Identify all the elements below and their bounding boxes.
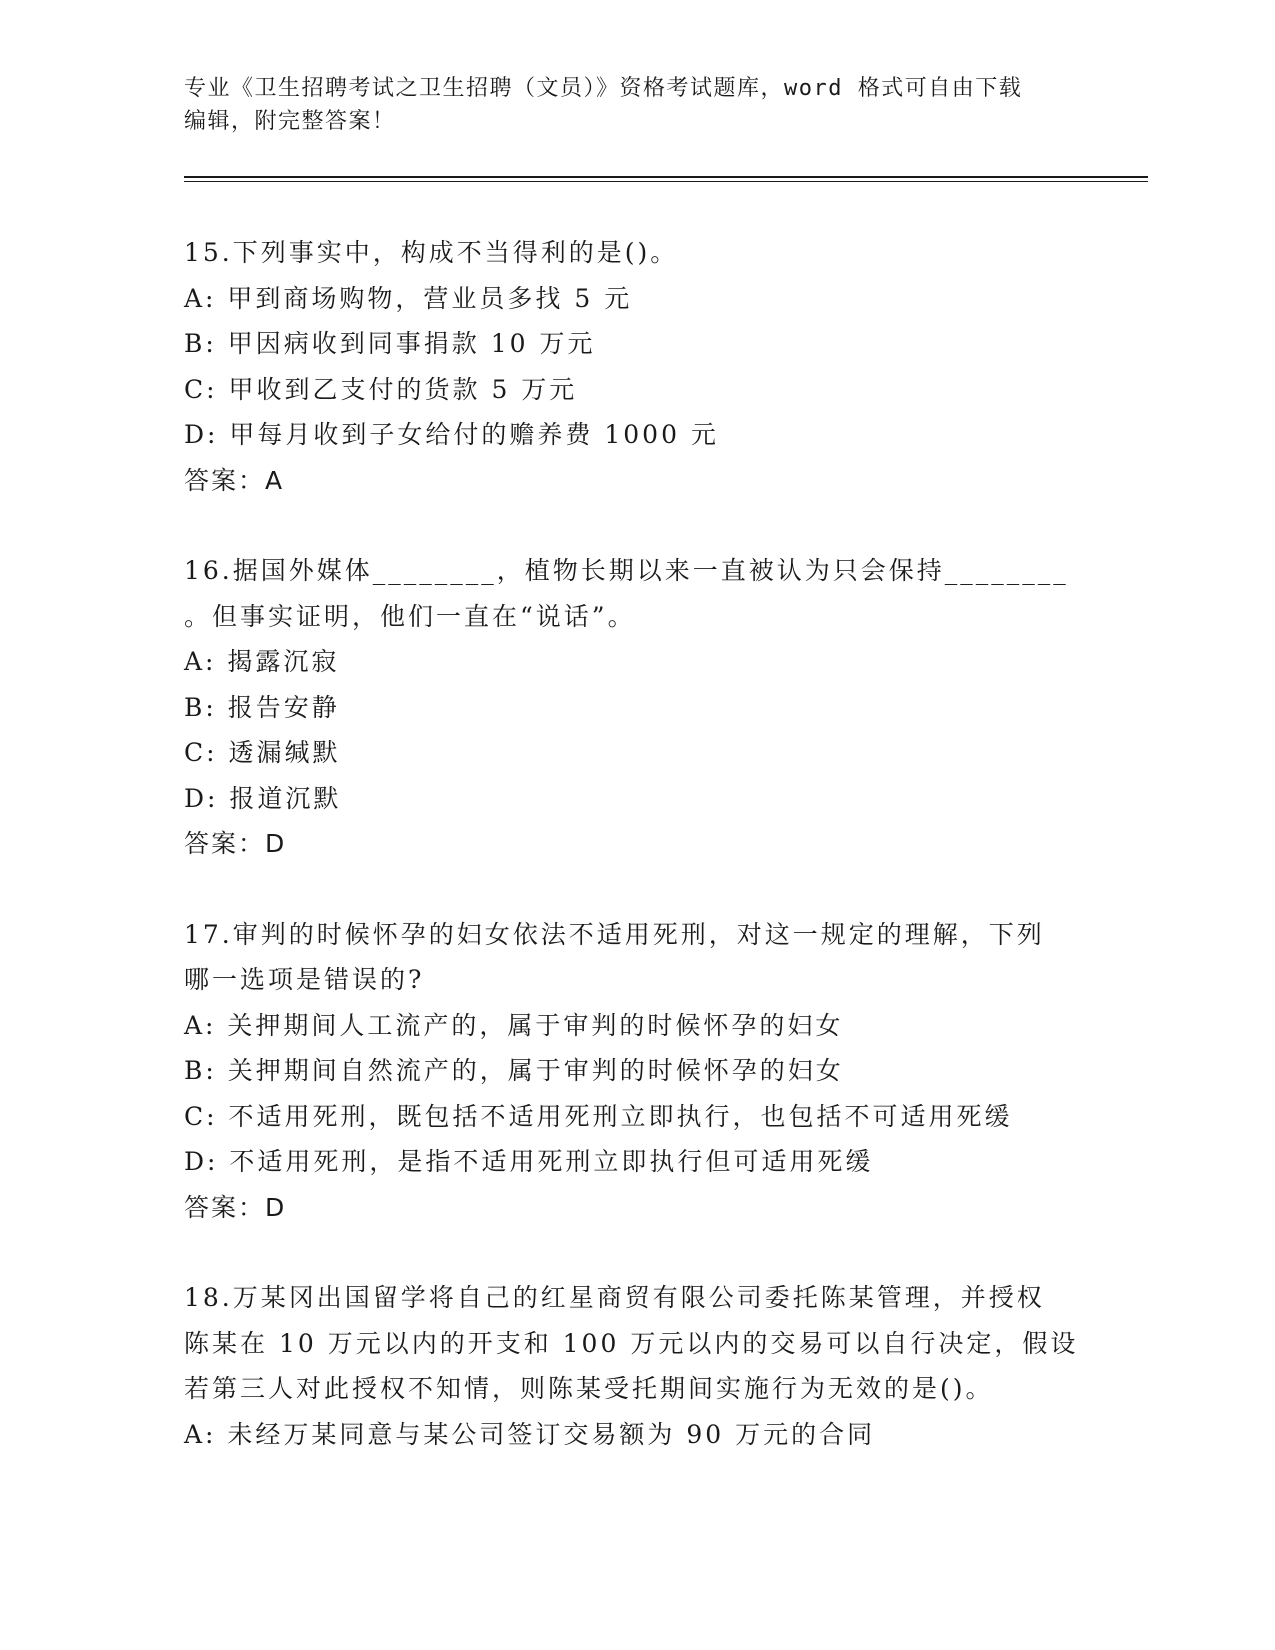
question-stem: 16.据国外媒体________，植物长期以来一直被认为只会保持________	[184, 556, 1069, 585]
question-list	[184, 230, 1084, 1502]
option-d: D: 甲每月收到子女给付的赡养费 1000 元	[184, 420, 719, 449]
question-15	[184, 230, 1084, 503]
option-c: C: 不适用死刑，既包括不适用死刑立即执行，也包括不可适用死缓	[184, 1101, 1013, 1131]
option-c: C: 透漏缄默	[184, 738, 341, 767]
header-line-2: 编辑，附完整答案！	[184, 109, 396, 134]
answer: 答案：D	[184, 829, 287, 858]
header-divider-thick	[184, 176, 1148, 178]
option-d: D: 报道沉默	[184, 783, 342, 813]
question-stem: 18.万某冈出国留学将自己的红星商贸有限公司委托陈某管理，并授权	[184, 1283, 1045, 1312]
option-d: D: 不适用死刑，是指不适用死刑立即执行但可适用死缓	[184, 1147, 874, 1176]
header-divider-thin	[184, 181, 1148, 182]
question-stem-continued: 若第三人对此授权不知情，则陈某受托期间实施行为无效的是()。	[184, 1374, 994, 1403]
question-stem: 15.下列事实中，构成不当得利的是()。	[184, 238, 679, 267]
option-a: A: 关押期间人工流产的，属于审判的时候怀孕的妇女	[184, 1010, 844, 1040]
header-line-1: 专业《卫生招聘考试之卫生招聘（文员）》资格考试题库，word 格式可自由下载	[184, 76, 1023, 101]
question-stem-continued: 哪一选项是错误的?	[184, 965, 425, 994]
question-18	[184, 1275, 1084, 1457]
option-a: A: 甲到商场购物，营业员多找 5 元	[184, 283, 633, 313]
option-a: A: 未经万某同意与某公司签订交易额为 90 万元的合同	[184, 1419, 876, 1449]
question-16	[184, 548, 1084, 867]
answer: 答案：A	[184, 465, 285, 495]
option-b: B: 关押期间自然流产的，属于审判的时候怀孕的妇女	[184, 1056, 844, 1085]
option-b: B: 甲因病收到同事捐款 10 万元	[184, 329, 596, 358]
answer: 答案：D	[184, 1192, 287, 1222]
question-stem-continued: 。但事实证明，他们一直在“说话”。	[184, 601, 636, 631]
question-stem: 17.审判的时候怀孕的妇女依法不适用死刑，对这一规定的理解，下列	[184, 919, 1045, 949]
option-a: A: 揭露沉寂	[184, 647, 340, 676]
question-stem-continued: 陈某在 10 万元以内的开支和 100 万元以内的交易可以自行决定，假设	[184, 1328, 1079, 1358]
option-b: B: 报告安静	[184, 692, 340, 722]
option-c: C: 甲收到乙支付的货款 5 万元	[184, 374, 578, 404]
document-header	[184, 72, 1064, 138]
question-17	[184, 912, 1084, 1231]
